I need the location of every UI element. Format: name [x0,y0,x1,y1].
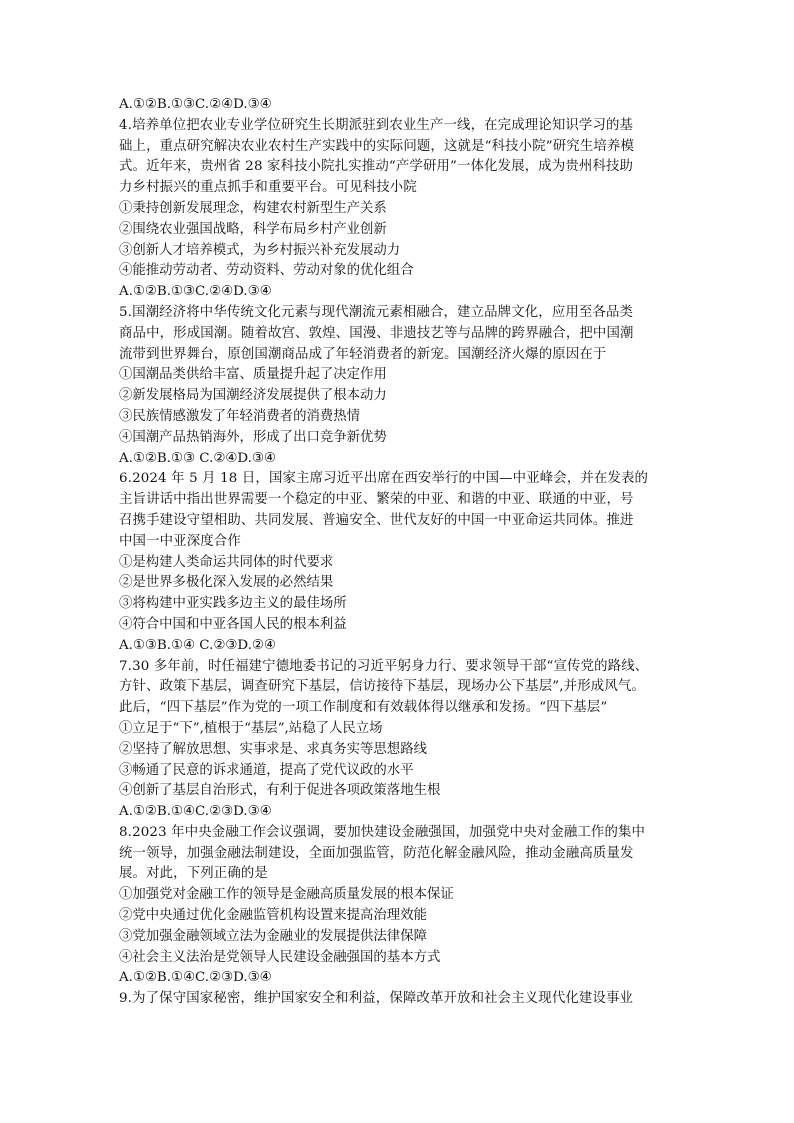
answer-choices-line: A.①②B.①③C.②④D.③④ [119,97,272,112]
question-text-line: 式。近年来，贵州省 28 家科技小院扎实推动“产学研用”一体化发展，成为贵州科技助 [119,159,634,175]
option-line: ③党加强金融领域立法为金融业的发展提供法律保障 [119,928,427,944]
question-text-line: 9.为了保守国家秘密，维护国家安全和利益，保障改革开放和社会主义现代化建设事业 [119,991,634,1007]
option-line: ①秉持创新发展理念，构建农村新型生产关系 [119,200,387,216]
question-text-line: 流带到世界舞台，原创国潮商品成了年轻消费者的新宠。国潮经济火爆的原因在于 [119,346,607,362]
option-line: ②是世界多极化深入发展的必然结果 [119,575,334,591]
option-line: ①加强党对金融工作的领导是金融高质量发展的根本保证 [119,887,454,903]
question-text-line: 4.培养单位把农业专业学位研究生长期派驻到农业生产一线，在完成理论知识学习的基 [119,117,634,133]
option-line: ④社会主义法治是党领导人民建设金融强国的基本方式 [119,949,441,965]
exam-page [119,95,679,1010]
question-text-line: 8.2023 年中央金融工作会议强调，要加快建设金融强国，加强党中央对金融工作的集中 [119,824,646,840]
option-line: ④国潮产品热销海外，形成了出口竞争新优势 [119,429,387,445]
answer-choices-line: A.①②B.①③ C.②④D.③④ [119,450,276,466]
option-line: ②围绕农业强国战略，科学布局乡村产业创新 [119,221,387,237]
question-text-line: 5.国潮经济将中华传统文化元素与现代潮流元素相融合，建立品牌文化，应用至各品类 [119,304,634,320]
answer-choices-line: A.①③B.①④ C.②③D.②④ [119,637,276,653]
option-line: ③将构建中亚实践多边主义的最佳场所 [119,596,347,612]
option-line: ②党中央通过优化金融监管机构设置来提高治理效能 [119,908,427,924]
question-text-line: 力乡村振兴的重点抓手和重要平台。可见科技小院 [119,180,417,196]
question-text-line: 方针、政策下基层，调查研究下基层，信访接待下基层，现场办公下基层”,并形成风气。 [119,679,645,695]
question-text-line: 础上，重点研究解决农业农村生产实践中的实际问题，这就是“科技小院”研究生培养模 [119,138,634,154]
answer-choices-line: A.①②B.①③C.②④D.③④ [119,284,272,300]
option-line: ②新发展格局为国潮经济发展提供了根本动力 [119,388,387,404]
question-text-line: 此后，“四下基层”作为党的一项工作制度和有效载体得以继承和发扬。“四下基层” [119,700,608,716]
question-text-line: 6.2024 年 5 月 18 日，国家主席习近平出席在西安举行的中国—中亚峰会，并在发表的 [119,471,649,487]
option-line: ④创新了基层自治形式，有利于促进各项政策落地生根 [119,783,441,799]
answer-choices-line: A.①②B.①④C.②③D.③④ [119,804,272,820]
option-line: ③民族情感激发了年轻消费者的消费热情 [119,408,361,424]
question-text-line: 商品中，形成国潮。随着故宫、敦煌、国漫、非遗技艺等与品牌的跨界融合，把中国潮 [119,325,634,341]
option-line: ①是构建人类命运共同体的时代要求 [119,554,334,570]
question-text-line: 展。对此，下列正确的是 [119,866,268,882]
answer-choices-line: A.①②B.①④C.②③D.③④ [119,970,272,986]
question-text-line: 统一领导，加强金融法制建设，全面加强监管，防范化解金融风险，推动金融高质量发 [119,845,634,861]
option-line: ①立足于“下”,植根于“基层”,站稳了人民立场 [119,720,383,736]
option-line: ④能推动劳动者、劳动资料、劳动对象的优化组合 [119,263,414,279]
option-line: ④符合中国和中亚各国人民的根本利益 [119,616,347,632]
question-text-line: 7.30 多年前，时任福建宁德地委书记的习近平躬身力行、要求领导干部“宣传党的路线、 [119,658,649,674]
question-text-line: 中国一中亚深度合作 [119,533,241,549]
option-line: ①国潮品类供给丰富、质量提升起了决定作用 [119,367,387,383]
option-line: ③畅通了民意的诉求通道，提高了党代议政的水平 [119,762,414,778]
question-text-line: 主旨讲话中指出世界需要一个稳定的中亚、繁荣的中亚、和谐的中亚、联通的中亚，号 [119,492,634,508]
option-line: ②坚持了解放思想、实事求是、求真务实等思想路线 [119,741,427,757]
question-text-line: 召携手建设守望相助、共同发展、普遍安全、世代友好的中国一中亚命运共同体。推进 [119,512,634,528]
option-line: ③创新人才培养模式，为乡村振兴补充发展动力 [119,242,401,258]
